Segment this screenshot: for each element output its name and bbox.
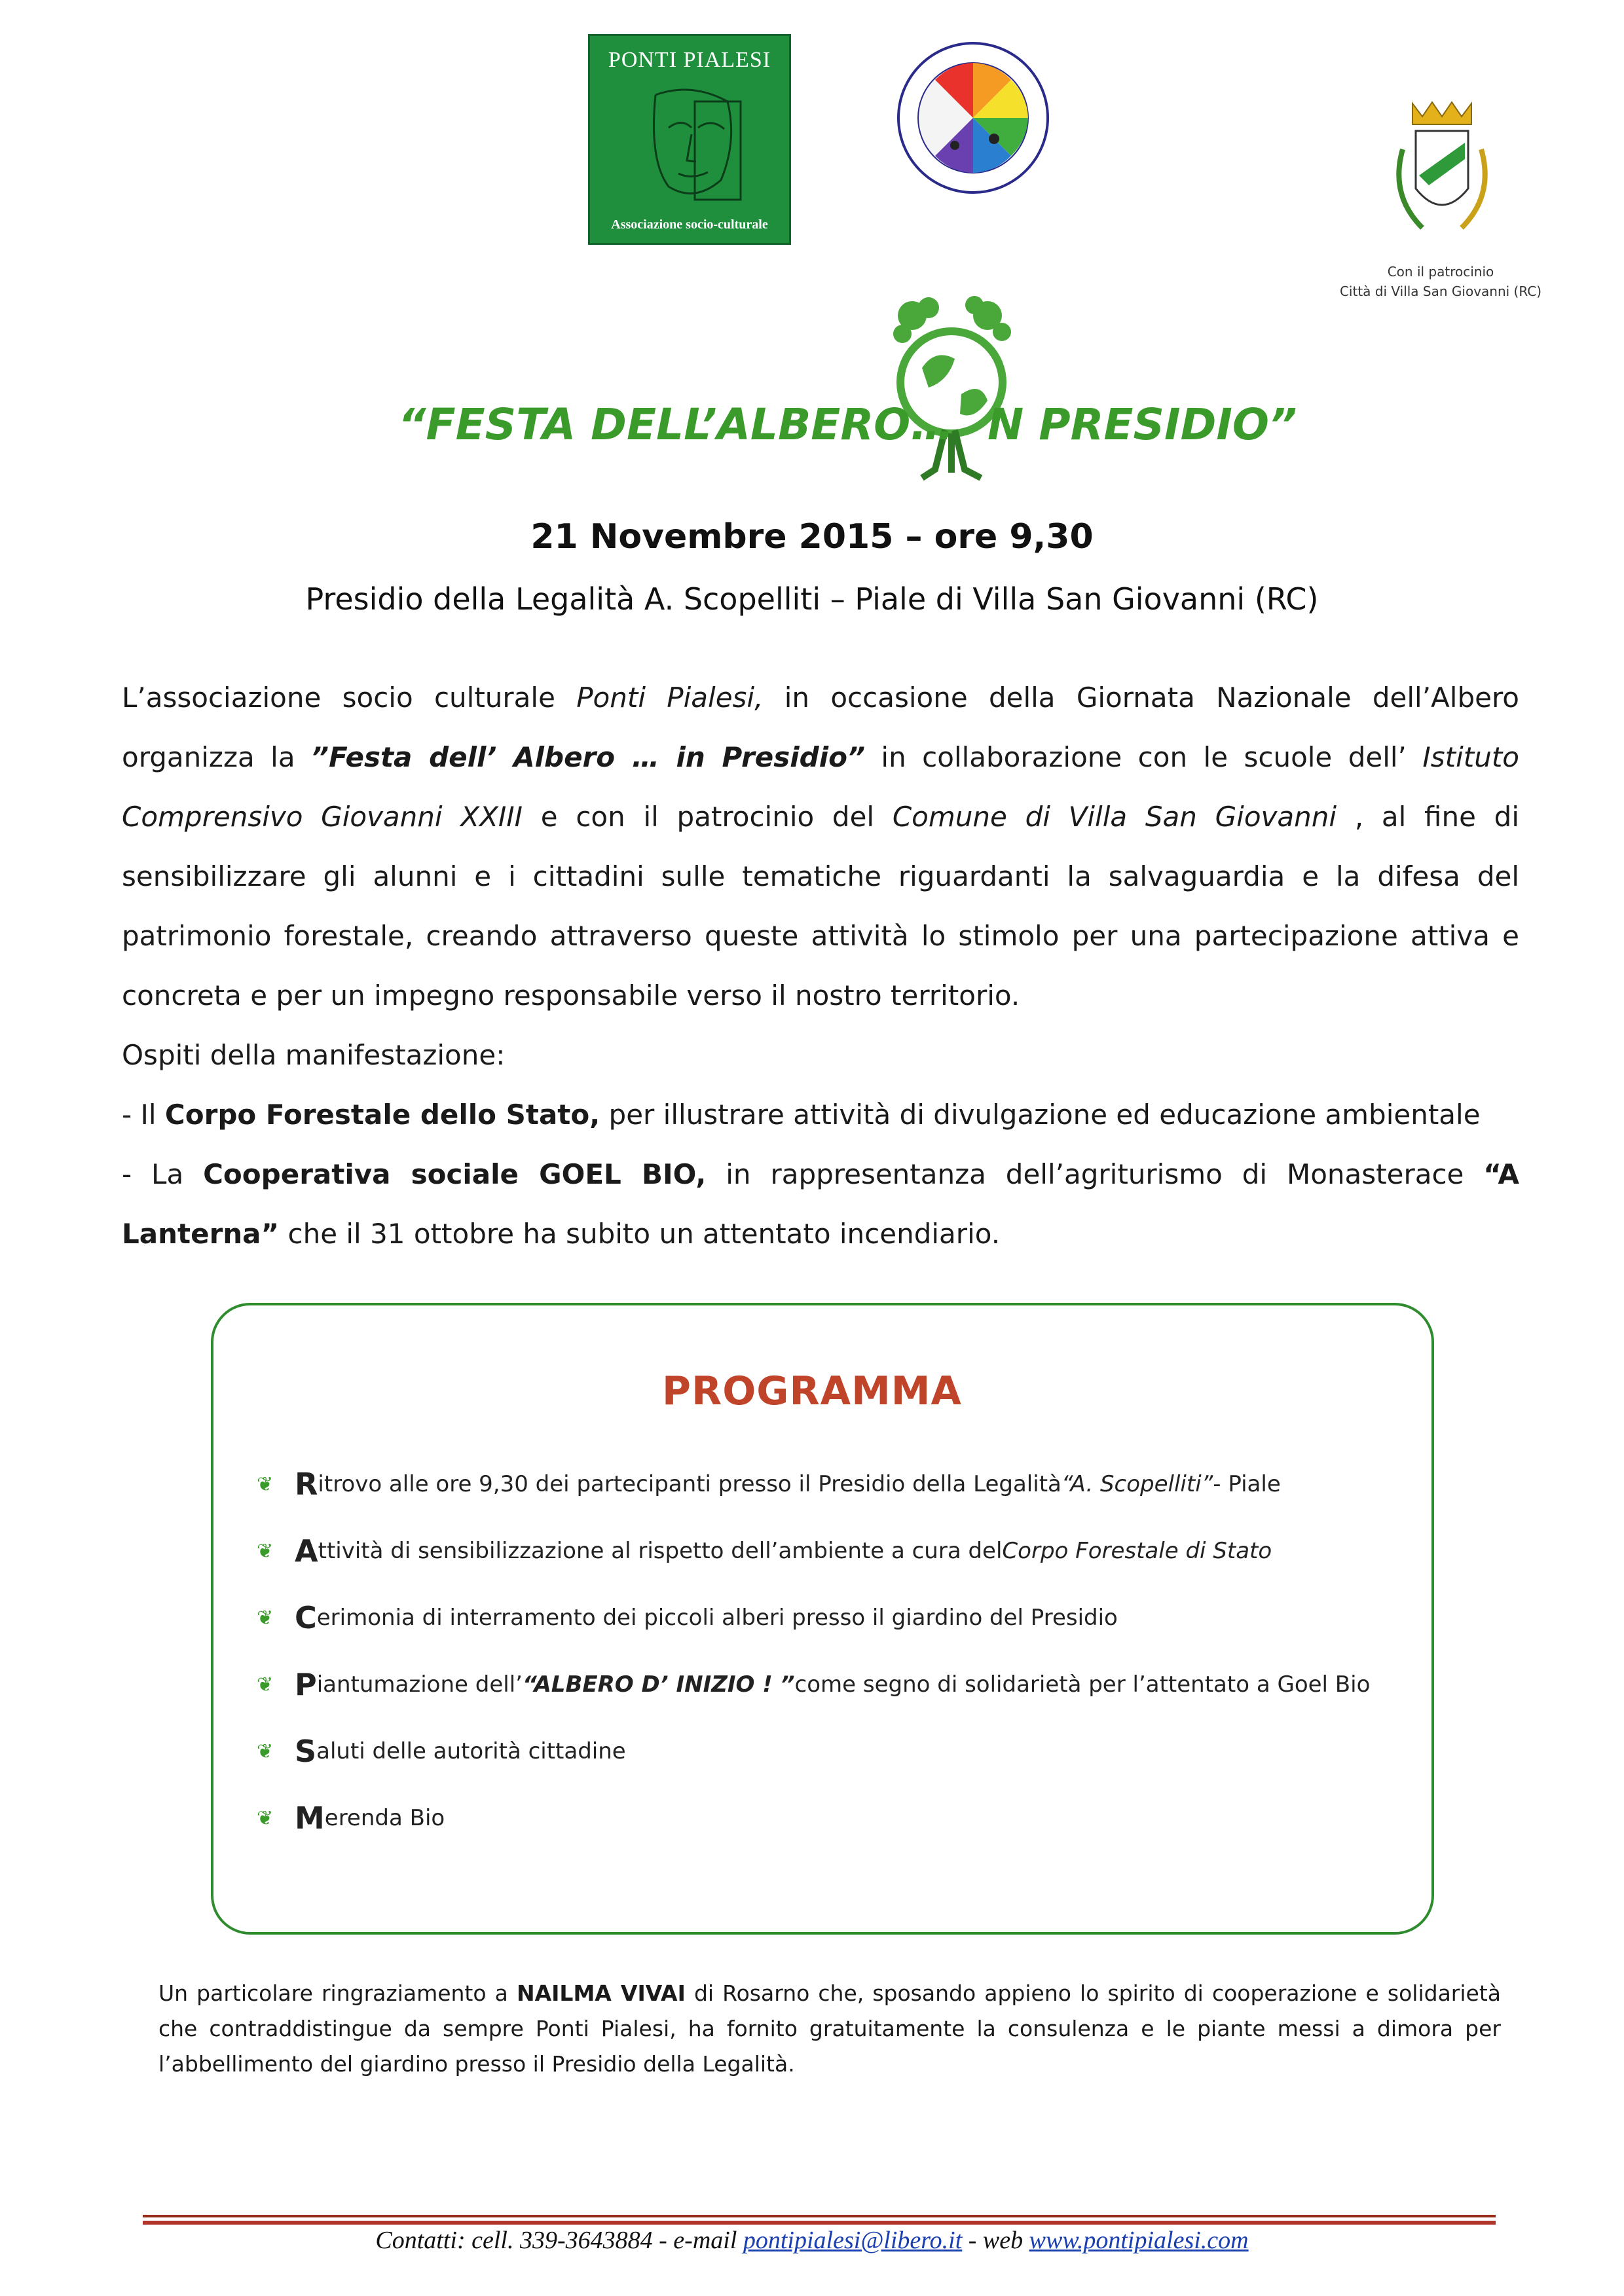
clover-bullet-icon: ❦ bbox=[257, 1472, 274, 1496]
programma-item-initial: M bbox=[295, 1800, 325, 1836]
clover-bullet-icon: ❦ bbox=[257, 1539, 274, 1563]
tree-globe-icon bbox=[883, 296, 1020, 481]
email-link[interactable]: pontipialesi@libero.it bbox=[743, 2227, 963, 2254]
programma-item-text: aluti delle autorità cittadine bbox=[316, 1738, 626, 1764]
programma-item-emphasis: “A. Scopelliti” bbox=[1061, 1471, 1213, 1497]
festival-name: ”Festa dell’ Albero … in Presidio” bbox=[311, 741, 865, 773]
patrocinio-caption bbox=[1336, 262, 1545, 301]
face-sketch-icon bbox=[629, 82, 754, 206]
thanks-paragraph bbox=[158, 1976, 1501, 2082]
patrocinio-line-1: Con il patrocinio bbox=[1387, 264, 1494, 280]
guest-2-prefix: - La bbox=[122, 1158, 204, 1190]
intro-text-4: e con il patrocinio del bbox=[523, 801, 893, 833]
guests-intro: Ospiti della manifestazione: bbox=[122, 1039, 506, 1071]
guest-2-text: in rappresentanza dell’agriturismo di Monasterace bbox=[706, 1158, 1484, 1190]
clover-bullet-icon: ❦ bbox=[257, 1740, 274, 1763]
programma-item-initial: P bbox=[295, 1667, 317, 1702]
programma-item-tail: - Piale bbox=[1213, 1471, 1281, 1497]
event-place: Presidio della Legalità A. Scopelliti – Piale di Villa San Giovanni (RC) bbox=[305, 581, 1319, 617]
school-logo-icon bbox=[896, 41, 1050, 195]
contacts-web-label: - web bbox=[962, 2227, 1029, 2254]
programma-item bbox=[257, 1651, 1422, 1718]
ponti-logo-title: PONTI PIALESI bbox=[608, 48, 771, 72]
contacts-phone: Contatti: cell. 339-3643884 - e-mail bbox=[375, 2227, 743, 2254]
programma-item-emphasis: “ALBERO D’ INIZIO ! ” bbox=[522, 1671, 795, 1698]
guest-2-name: Cooperativa sociale GOEL BIO, bbox=[203, 1158, 707, 1190]
patrocinio-line-2: Città di Villa San Giovanni (RC) bbox=[1339, 283, 1542, 299]
clover-bullet-icon: ❦ bbox=[257, 1806, 274, 1830]
programma-item-initial: R bbox=[295, 1467, 318, 1502]
programma-item bbox=[257, 1718, 1422, 1785]
event-title-part-1: “FESTA DELL’ALBERO… bbox=[398, 399, 954, 450]
school-name: Istituto Comprensivo Giovanni XXIII bbox=[122, 741, 1519, 833]
guest-item-1 bbox=[122, 1085, 1519, 1144]
thanks-text-2: di Rosarno che, sposando appieno lo spirito di cooperazione e solidarietà che contraddistingue da sempre Ponti Pialesi, ha fornito gratuitamente la consulenza e le piante messi a dimora per l’abbellimento del giardino presso il Presidio della Legalità. bbox=[158, 1980, 1501, 2077]
intro-text-5: , al fine di sensibilizzare gli alunni e i cittadini sulle tematiche riguardanti la salvaguardia e la difesa del patrimonio forestale, creando attraverso queste attività lo stimolo per una partecipazione attiva e concreta e per un impegno responsabile verso il nostro territorio. bbox=[122, 801, 1519, 1011]
intro-text-2: in occasione della Giornata Nazionale dell’Albero organizza la bbox=[122, 682, 1520, 773]
website-link[interactable]: www.pontipialesi.com bbox=[1029, 2227, 1249, 2254]
thanks-text-1: Un particolare ringraziamento a bbox=[158, 1980, 517, 2006]
guest-item-2 bbox=[122, 1144, 1519, 1264]
coat-of-arms-icon bbox=[1383, 97, 1501, 247]
programma-list bbox=[257, 1451, 1422, 1851]
programma-item-text: iantumazione dell’ bbox=[316, 1671, 523, 1698]
guest-1-prefix: - Il bbox=[122, 1099, 165, 1131]
programma-item bbox=[257, 1451, 1422, 1518]
guest-1-text: per illustrare attività di divulgazione ed educazione ambientale bbox=[600, 1099, 1481, 1131]
programma-item-tail: come segno di solidarietà per l’attentato a Goel Bio bbox=[794, 1671, 1371, 1698]
ponti-logo-subtitle: Associazione socio-culturale bbox=[611, 217, 768, 232]
sponsor-name: NAILMA VIVAI bbox=[516, 1980, 686, 2006]
municipality-name: Comune di Villa San Giovanni bbox=[892, 801, 1337, 833]
intro-paragraph bbox=[122, 668, 1519, 1025]
ponti-pialesi-logo bbox=[588, 34, 791, 245]
body-text bbox=[122, 668, 1519, 1264]
programma-item bbox=[257, 1518, 1422, 1584]
clover-bullet-icon: ❦ bbox=[257, 1606, 274, 1630]
event-date: 21 Novembre 2015 – ore 9,30 bbox=[530, 517, 1094, 556]
programma-item-text: erimonia di interramento dei piccoli alberi presso il giardino del Presidio bbox=[316, 1605, 1118, 1631]
contacts-line bbox=[0, 2226, 1624, 2255]
association-name: Ponti Pialesi, bbox=[576, 682, 764, 714]
programma-item-text: ttività di sensibilizzazione al rispetto dell’ambiente a cura del bbox=[318, 1538, 1003, 1564]
programma-item bbox=[257, 1785, 1422, 1851]
footer-rule-thin bbox=[143, 2215, 1496, 2217]
guest-1-name: Corpo Forestale dello Stato, bbox=[164, 1099, 600, 1131]
guest-2-text-end: che il 31 ottobre ha subito un attentato incendiario. bbox=[279, 1218, 1001, 1250]
programma-item-initial: A bbox=[295, 1533, 318, 1569]
event-title-part-2: N PRESIDIO” bbox=[987, 399, 1297, 450]
programma-item bbox=[257, 1584, 1422, 1651]
guest-2-venue: “A Lanterna” bbox=[122, 1158, 1519, 1250]
programma-item-initial: C bbox=[295, 1600, 317, 1635]
intro-text-3: in collaborazione con le scuole dell’ bbox=[865, 741, 1423, 773]
footer-rule-thick bbox=[143, 2221, 1496, 2225]
programma-item-text: erenda Bio bbox=[324, 1805, 445, 1831]
clover-bullet-icon: ❦ bbox=[257, 1673, 274, 1696]
programma-title: PROGRAMMA bbox=[662, 1368, 962, 1414]
programma-item-text: itrovo alle ore 9,30 dei partecipanti presso il Presidio della Legalità bbox=[318, 1471, 1061, 1497]
programma-item-initial: S bbox=[295, 1734, 317, 1769]
intro-text-1: L’associazione socio culturale bbox=[122, 682, 577, 714]
programma-item-emphasis: Corpo Forestale di Stato bbox=[1002, 1538, 1272, 1564]
